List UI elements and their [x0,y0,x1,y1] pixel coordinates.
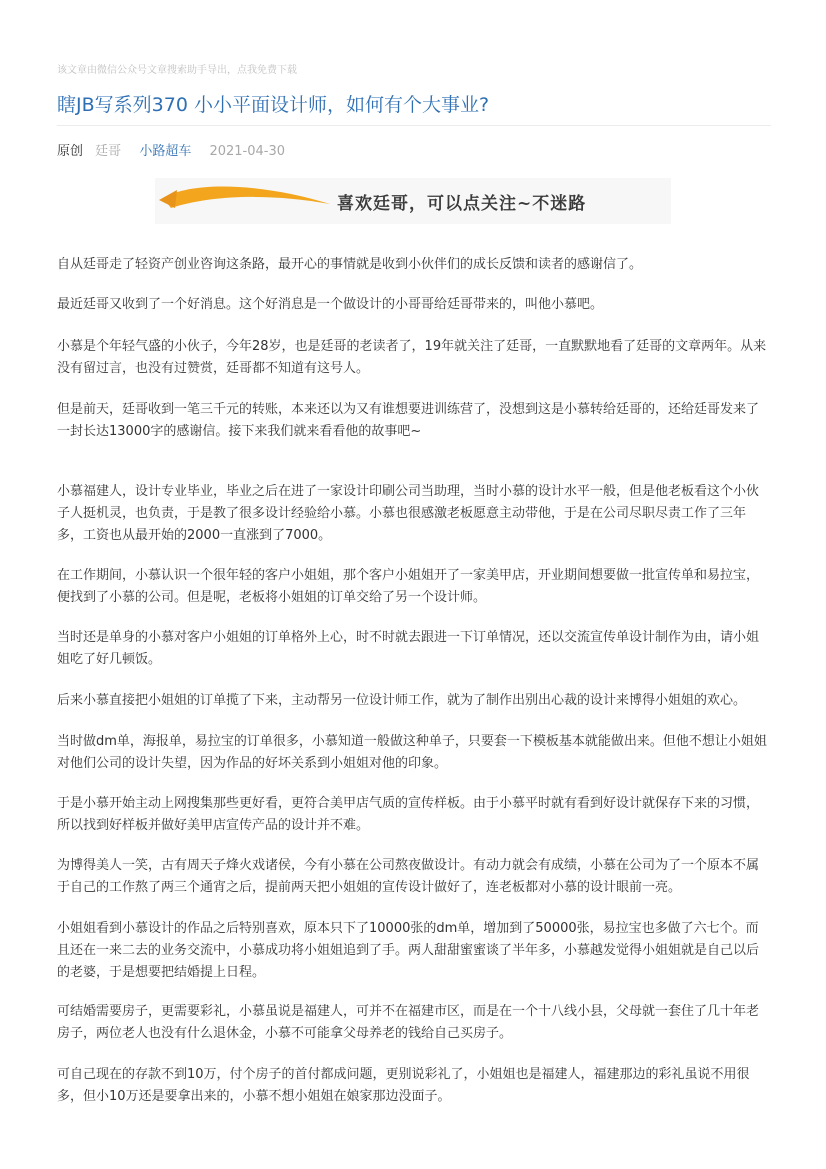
paragraph-3: 小慕是个年轻气盛的小伙子，今年28岁，也是廷哥的老读者了，19年就关注了廷哥，一直默默地看了廷哥的文章两年。从来没有留过言，也没有过赞赏，廷哥都不知道有这号人。 [57,339,767,376]
title-divider [57,125,771,126]
follow-banner-text: 喜欢廷哥，可以点关注~不迷路 [337,194,587,214]
follow-banner-image [155,178,671,224]
author-name: 廷哥 [95,144,122,159]
paragraph-1: 自从廷哥走了轻资产创业咨询这条路，最开心的事情就是收到小伙伴们的成长反馈和读者的感谢信了。 [57,257,643,272]
paragraph-14: 可自己现在的存款不到10万，付个房子的首付都成问题，更别说彩礼了，小姐姐也是福建人，福建那边的彩礼虽说不用很多，但小10万还是要拿出来的，小慕不想小姐姐在娘家那边没面子。 [57,1067,750,1104]
paragraph-12: 小姐姐看到小慕设计的作品之后特别喜欢，原本只下了10000张的dm单，增加到了50000张，易拉宝也多做了六七个。而且还在一来二去的业务交流中，小慕成功将小姐姐追到了手。两人甜甜蜜蜜谈了半年多，小慕越发觉得小姐姐就是自己以后的老婆，于是想要把结婚提上日程。 [57,921,760,980]
paragraph-5: 小慕福建人，设计专业毕业，毕业之后在进了一家设计印刷公司当助理，当时小慕的设计水平一般，但是他老板看这个小伙子人挺机灵，也负责，于是教了很多设计经验给小慕。小慕也很感激老板愿意主动带他，于是在公司尽职尽责工作了三年多，工资也从最开始的2000一直涨到了7000。 [57,484,760,543]
paragraph-9: 当时做dm单，海报单，易拉宝的订单很多，小慕知道一般做这种单子，只要套一下模板基本就能做出来。但他不想让小姐姐对他们公司的设计失望，因为作品的好坏关系到小姐姐对他的印象。 [57,734,767,771]
paragraph-8: 后来小慕直接把小姐姐的订单揽了下来，主动帮另一位设计师工作，就为了制作出别出心裁的设计来博得小姐姐的欢心。 [57,693,747,708]
publish-date: 2021-04-30 [209,144,286,159]
account-name-link[interactable]: 小路超车 [139,144,192,159]
export-notice-link[interactable]: 该文章由微信公众号文章搜索助手导出，点我免费下载 [57,65,297,76]
paragraph-13: 可结婚需要房子，更需要彩礼，小慕虽说是福建人，可并不在福建市区，而是在一个十八线小县，父母就一套住了几十年老房子，两位老人也没有什么退休金，小慕不可能拿父母养老的钱给自己买房子。 [57,1004,760,1041]
paragraph-7: 当时还是单身的小慕对客户小姐姐的订单格外上心，时不时就去跟进一下订单情况，还以交流宣传单设计制作为由，请小姐姐吃了好几顿饭。 [57,630,760,667]
paragraph-6: 在工作期间，小慕认识一个很年轻的客户小姐姐，那个客户小姐姐开了一家美甲店，开业期间想要做一批宣传单和易拉宝，便找到了小慕的公司。但是呢，老板将小姐姐的订单交给了另一个设计师。 [57,568,760,605]
article-meta [57,140,285,159]
paragraph-11: 为博得美人一笑，古有周天子烽火戏诸侯，今有小慕在公司熬夜做设计。有动力就会有成绩，小慕在公司为了一个原本不属于自己的工作熬了两三个通宵之后，提前两天把小姐姐的宣传设计做好了，连老板都对小慕的设计眼前一亮。 [57,858,760,895]
original-badge: 原创 [57,144,84,159]
paragraph-10: 于是小慕开始主动上网搜集那些更好看，更符合美甲店气质的宣传样板。由于小慕平时就有看到好设计就保存下来的习惯，所以找到好样板并做好美甲店宣传产品的设计并不难。 [57,796,760,833]
paragraph-2: 最近廷哥又收到了一个好消息。这个好消息是一个做设计的小哥哥给廷哥带来的，叫他小慕吧。 [57,297,604,312]
paragraph-4: 但是前天，廷哥收到一笔三千元的转账，本来还以为又有谁想要进训练营了，没想到这是小慕转给廷哥的，还给廷哥发来了一封长达13000字的感谢信。接下来我们就来看看他的故事吧~ [57,402,760,439]
article-title: 瞎JB写系列370 小小平面设计师，如何有个大事业? [57,94,490,116]
